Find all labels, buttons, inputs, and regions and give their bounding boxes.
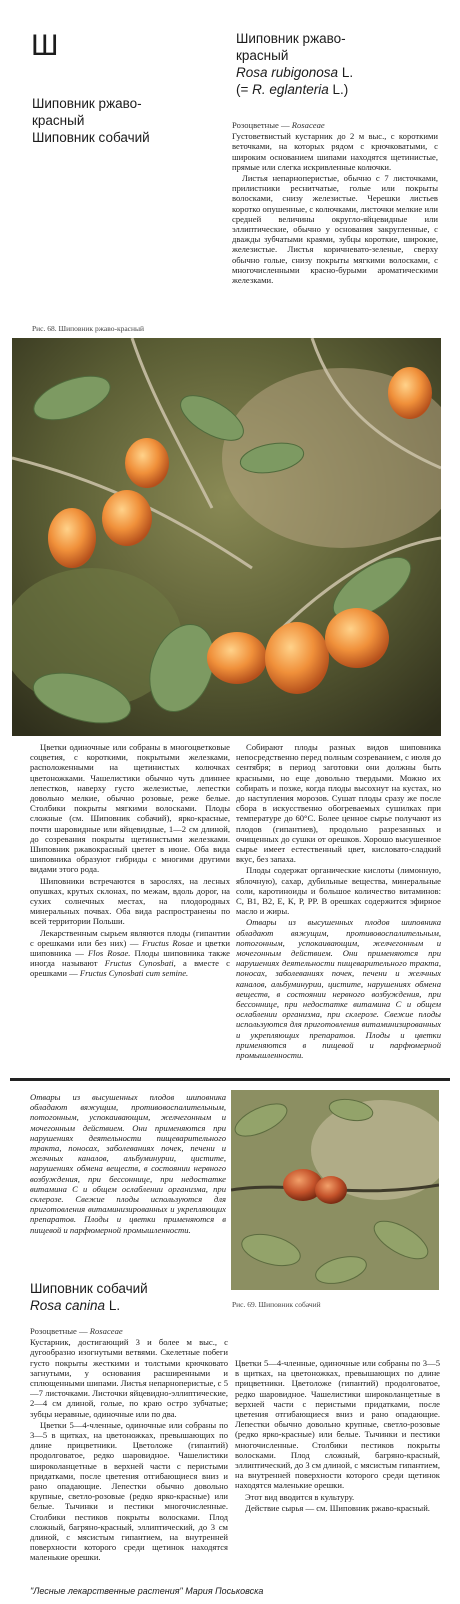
fig69-caption: Рис. 69. Шиповник собачий — [232, 1300, 321, 1309]
species2-right-column — [235, 1358, 440, 1582]
figure-68-photo — [12, 338, 441, 736]
species1-syn-latin: R. eglanteria — [252, 82, 329, 97]
species1-latin-author: L. — [341, 65, 354, 80]
species1-para1: Густоветвистый кустарник до 2 м выс., с короткими веточками, на которых рядом с крючковатыми, с широким основанием шипами находятся щетинистые, прямые или слегка искривленные колючки. — [232, 131, 438, 172]
left-header-line1: Шиповник ржаво- — [32, 96, 142, 111]
species1-left-column — [30, 742, 230, 1067]
species1-title — [236, 30, 436, 98]
species1-family: Розоцветные — Rosaceae — [232, 120, 325, 130]
species2-latin-author: L. — [108, 1298, 121, 1313]
species1-para4: Шиповники встречаются в зарослях, на лесных опушках, крутых склонах, по межам, вдоль дорог, на сухих солнечных местах, на плодородных минеральных почвах. Оба вида распространены по всей территории Польши. — [30, 875, 230, 927]
species1-para8-continuation — [30, 1092, 226, 1277]
rosehip-photo-2 — [231, 1090, 439, 1290]
species1-latin-row — [236, 64, 436, 81]
species1-syn-prefix: (= — [236, 82, 249, 97]
species2-left-column — [30, 1326, 228, 1582]
figure-69-photo — [231, 1090, 439, 1290]
species1-latin: Rosa rubigonosa — [236, 65, 339, 80]
species1-syn-suffix: L.) — [332, 82, 349, 97]
species2-para2: Цветки 5—4-членные, одиночные или собраны по 3—5 в щитках, на цветоножках, превышающих по длине прицветники. Цветоложе (гипантий) продолговатое, редко шаровидное. Чашелистики широколанцетные в верхней части с перистыми придатками, после цветения отгибающиеся вниз и рано опадающие. Лепестки обычно довольно крупные, светло-розовые (редко ярко-красные) или белые. Тычинки и пестики многочисленные. Столбики пестиков покрыты волосками. Плод сложный, багряно-красный, эллиптический, до 3 см длиной, с мясистым гипантием, на внутренней поверхности которого среди щетинок находятся маленькие орешки. — [30, 1419, 228, 1563]
species1-synonym-row — [236, 81, 436, 98]
species2-latin: Rosa canina — [30, 1298, 106, 1313]
species2-name: Шиповник собачий — [30, 1281, 148, 1296]
section-letter: Ш — [31, 29, 59, 62]
species1-name-line2: красный — [236, 48, 289, 63]
species2-para1: Кустарник, достигающий 3 и более м выс., с дугообразно изогнутыми ветвями. Скелетные побеги густо покрыты жесткими и толстыми крючковато загнутыми, у основания расширенными и сплющенными шипами. Листья непарноперистые, с 5—7 листочками. Листочки яйцевидно-эллиптические, 2—4 см длиной, голые, по краю остро зубчатые; зубцы неравные, одиночные или по два. — [30, 1337, 228, 1419]
species2-para4: Действие сырья — см. Шиповник ржаво-красный. — [245, 1502, 430, 1513]
species2-family: Розоцветные — Rosaceae — [30, 1326, 123, 1336]
species2-para3: Этот вид вводится в культуру. — [245, 1491, 355, 1502]
left-header-line3: Шиповник собачий — [32, 130, 150, 145]
species2-title — [30, 1280, 230, 1314]
species2-latin-row — [30, 1297, 230, 1314]
species1-right-column — [236, 742, 441, 1067]
left-header — [32, 95, 217, 146]
species1-para8-cont-text: Отвары из высушенных плодов шиповника обладают вяжущим, противовоспалительным, потогонным, успокаивающим, желчегонным и мочегонным действием. Они применяются при нарушениях деятельности пищеварительного тракта, поносах, заболеваниях почек, печени и желчных каналов, альбуминурии, цистите, нарушениях обмена веществ, в состоянии нервного возбуждения, при бессоннице, при недостатке витамина С и общем ослаблении организма, при склерозе. Свежие плоды используются для приготовления витаминизированных и укрепляющих препаратов. Плоды и цветки применяются в пищевой и парфюмерной промышленности. — [30, 1092, 226, 1235]
species1-para8: Отвары из высушенных плодов шиповника обладают вяжущим, противовоспалительным, потогонным, успокаивающим, желчегонным и мочегонным действием. Они применяются при нарушениях деятельности пищеварительного тракта, поносах, заболеваниях почек, печени и желчных каналов, альбуминурии, цистите, нарушениях обмена веществ, в состоянии нервного возбуждения, при бессоннице, при недостатке витамина С и общем ослаблении организма, при склерозе. Свежие плоды используются для приготовления витаминизированных и укрепляющих препаратов. Плоды и цветки применяются в пищевой и парфюмерной промышленности. — [236, 917, 441, 1061]
species1-para3: Цветки одиночные или собраны в многоцветковые соцветия, с короткими, покрытыми железками, расположенными на щетинистых колючках цветоножками. Чашелистики обычно чуть длиннее лепестков, наверху густо железистые, лепестки довольно мелкие, обычно розовые, реже белые. Столбики покрыты мягкими волосками. Плоды сложные (см. Шиповник собачий), ярко-красные, почти шаровидные или яйцевидные, 1—2 см длиной, до созревания покрыты щетинистыми железками. Шиповник ржавокрасный цветет в июне. Оба вида шиповника образуют гибриды с многими другими видами этого рода. — [30, 742, 230, 875]
section-divider — [10, 1078, 450, 1081]
species1-name-line1: Шиповник ржаво- — [236, 31, 346, 46]
species2-para2-cont: Цветки 5—4-членные, одиночные или собраны по 3—5 в щитках, на цветоножках, превышающих по длине прицветники. Цветоложе (гипантий) продолговатое, редко шаровидное. Чашелистики широколанцетные в верхней части с перистыми придатками, после цветения отгибающиеся вниз и рано опадающие. Лепестки обычно довольно крупные, светло-розовые (редко ярко-красные) или белые. Тычинки и пестики многочисленные. Столбики пестиков покрыты волосками. Плод сложный, багряно-красный, эллиптический, до 3 см длиной, с мясистым гипантием, на внутренней поверхности которого среди щетинок находятся маленькие орешки. — [235, 1358, 440, 1491]
species1-para7: Плоды содержат органические кислоты (лимонную, яблочную), сахар, дубильные вещества, минеральные соли, каротиноиды и большое количество витаминов: С, В1, В2, Е, К, Р, РР. В орешках содержится эфирное масло и жиры. — [236, 865, 441, 917]
species1-text-top — [232, 120, 438, 330]
left-header-line2: красный — [32, 113, 85, 128]
species1-para6: Собирают плоды разных видов шиповника непосредственно перед полным созреванием, с июля до сентября; в период заготовки они должны быть красными, но еще довольно твердыми. Можно их собирать и позже, когда плоды высохнут на кустах, но до наступления морозов. Сушат плоды сразу же после сбора в искусственно обогреваемых сушилках при температуре до 60°С. Более ценное сырье получают из плодов (гипантиев), продольно разрезанных и очищенных до сушки от орешков. Хорошо высушенное сырье имеет естественный цвет, кисловато-сладкий вкус, без запаха. — [236, 742, 441, 865]
species1-para5: Лекарственным сырьем являются плоды (гипантии с орешками или без них) — Fructus Rosae и цветки шиповника — Flos Rosae. Плоды шиповника также иногда называют Fructus Cynosbati, а вместе с орешками — Fructus Cynosbati cum semine. — [30, 927, 230, 979]
book-footer: "Лесные лекарственные растения" Мария Поськовска — [30, 1586, 264, 1596]
species1-para2-start: Листья непарноперистые, обычно с 7 листочками, прилистники реснитчатые, голые или покрыты волосками, снизу железистые. Черешки листьев коротко опушенные, с колючками, листочки мелкие или средней величины округло-яйцевидные или эллиптические, обычно у основания закругленные, с дважды зубчатыми краями, зубцы короткие, широкие, железистые. Листья коричневато-зеленые, сверху обычно голые, снизу покрыты мягкими волосками, с многочисленными красно-бурыми ароматическими железками. — [232, 173, 438, 286]
fig68-caption: Рис. 68. Шиповник ржаво-красный — [32, 324, 145, 333]
rosehip-photo-1 — [12, 338, 441, 736]
